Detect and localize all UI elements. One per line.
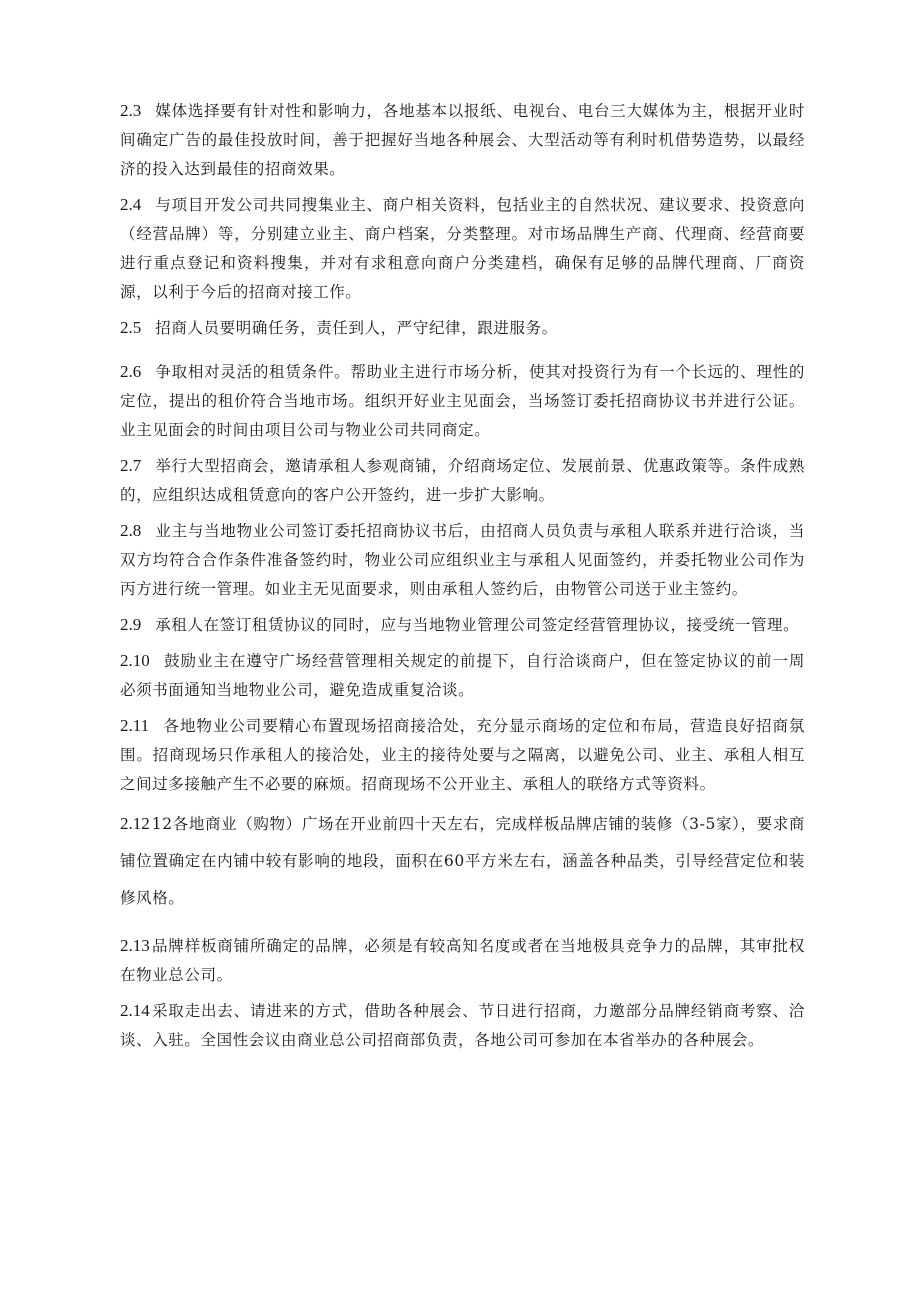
paragraph-text: 各地物业公司要精心布置现场招商接洽处，充分显示商场的定位和布局，营造良好招商氛围。招商现场只作承租人的接洽处，业主的接待处要与之隔离，以避免公司、业主、承租人相互之间过多接触产生不必要的麻烦。招商现场不公开业主、承租人的联络方式等资料。 — [120, 717, 805, 793]
paragraph-text: 媒体选择要有针对性和影响力，各地基本以报纸、电视台、电台三大媒体为主，根据开业时间确定广告的最佳投放时间，善于把握好当地各种展会、大型活动等有利时机借势造势，以最经济的投入达到最佳的招商效果。 — [120, 102, 805, 178]
paragraph-text: 12各地商业（购物）广场在开业前四十天左右，完成样板品牌店铺的装修（3-5家），要求商铺位置确定在内铺中较有影响的地段，面积在60平方米左右，涵盖各种品类，引导经营定位和装修风格。 — [120, 815, 805, 907]
item-number: 2.10 — [120, 651, 150, 670]
paragraph-2-10 — [120, 646, 805, 705]
paragraph-2-12 — [120, 805, 805, 917]
paragraph-2-9 — [120, 610, 805, 640]
paragraph-text: 举行大型招商会，邀请承租人参观商铺，介绍商场定位、发展前景、优惠政策等。条件成熟的，应组织达成租赁意向的客户公开签约，进一步扩大影响。 — [120, 457, 805, 504]
paragraph-2-5 — [120, 313, 805, 343]
paragraph-text: 采取走出去、请进来的方式，借助各种展会、节日进行招商，力邀部分品牌经销商考察、洽谈、入驻。全国性会议由商业总公司招商部负责，各地公司可参加在本省举办的各种展会。 — [120, 1002, 805, 1049]
item-number: 2.5 — [120, 318, 142, 337]
paragraph-2-4 — [120, 190, 805, 307]
item-number: 2.8 — [120, 521, 142, 540]
item-number: 2.6 — [120, 362, 142, 381]
item-number: 2.9 — [120, 615, 142, 634]
paragraph-2-6 — [120, 357, 805, 445]
item-number: 2.4 — [120, 195, 142, 214]
item-number: 2.13 — [120, 936, 150, 955]
paragraph-text: 业主与当地物业公司签订委托招商协议书后，由招商人员负责与承租人联系并进行洽谈，当双方均符合合作条件准备签约时，物业公司应组织业主与承租人见面签约，并委托物业公司作为丙方进行统一管理。如业主无见面要求，则由承租人签约后，由物管公司送于业主签约。 — [120, 522, 805, 598]
paragraph-2-7 — [120, 451, 805, 510]
paragraph-2-11 — [120, 711, 805, 799]
paragraph-text: 承租人在签订租赁协议的同时，应与当地物业管理公司签定经营管理协议，接受统一管理。 — [155, 616, 800, 634]
item-number: 2.7 — [120, 456, 142, 475]
paragraph-text: 与项目开发公司共同搜集业主、商户相关资料，包括业主的自然状况、建议要求、投资意向（经营品牌）等，分别建立业主、商户档案，分类整理。对市场品牌生产商、代理商、经营商要进行重点登记和资料搜集，并对有求租意向商户分类建档，确保有足够的品牌代理商、厂商资源，以利于今后的招商对接工作。 — [120, 196, 805, 301]
document-page — [120, 96, 805, 1061]
item-number: 2.11 — [120, 716, 150, 735]
paragraph-text: 招商人员要明确任务，责任到人，严守纪律，跟进服务。 — [155, 319, 558, 337]
item-number: 2.14 — [120, 1001, 150, 1020]
paragraph-2-14 — [120, 996, 805, 1055]
paragraph-text: 争取相对灵活的租赁条件。帮助业主进行市场分析，使其对投资行为有一个长远的、理性的定位，提出的租价符合当地市场。组织开好业主见面会，当场签订委托招商协议书并进行公证。业主见面会的时间由项目公司与物业公司共同商定。 — [120, 363, 805, 439]
paragraph-text: 品牌样板商铺所确定的品牌，必须是有较高知名度或者在当地极具竞争力的品牌，其审批权在物业总公司。 — [120, 937, 805, 984]
paragraph-text: 鼓励业主在遵守广场经营管理相关规定的前提下，自行洽谈商户，但在签定协议的前一周必须书面通知当地物业公司，避免造成重复洽谈。 — [120, 652, 805, 699]
paragraph-2-3 — [120, 96, 805, 184]
paragraph-2-8 — [120, 516, 805, 604]
item-number: 2.12 — [120, 814, 150, 833]
item-number: 2.3 — [120, 101, 142, 120]
paragraph-2-13 — [120, 931, 805, 990]
